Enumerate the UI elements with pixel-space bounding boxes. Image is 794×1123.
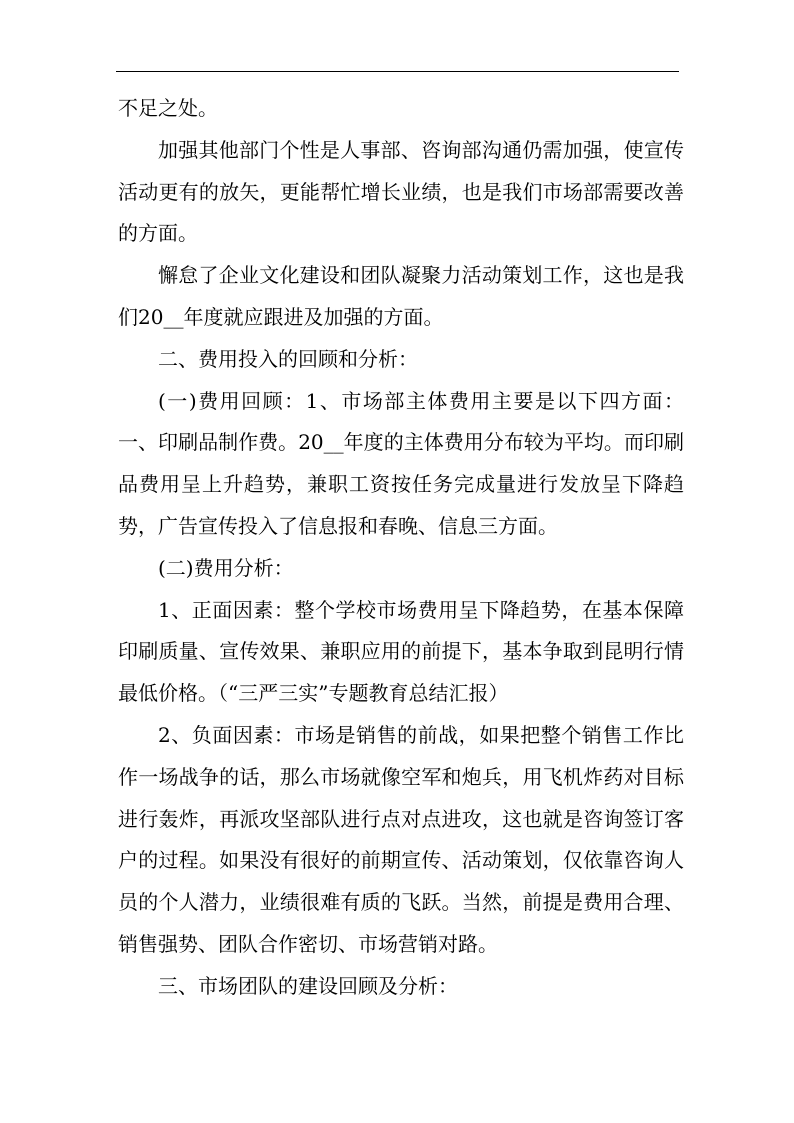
section-heading-cost-review: 二、费用投入的回顾和分析： xyxy=(158,346,418,371)
paragraph-department-communication: 加强其他部门个性是人事部、咨询部沟通仍需加强，使宣传活动更有的放矢，更能帮忙增长业绩，也是我们市场部需要改善的方面。 xyxy=(118,137,684,246)
section-heading-team-building: 三、市场团队的建设回顾及分析： xyxy=(158,973,458,998)
subheading-cost-analysis: (二)费用分析： xyxy=(158,555,294,580)
paragraph-negative-factors: 2、负面因素：市场是销售的前战，如果把整个销售工作比作一场战争的话，那么市场就像空军和炮兵，用飞机炸药对目标进行轰炸，再派攻坚部队进行点对点进攻，这也就是咨询签订客户的过程。如果没有很好的前期宣传、活动策划，仅依靠咨询人员的个人潜力，业绩很难有质的飞跃。当然，前提是费用合理、销售强势、团队合作密切、市场营销对路。 xyxy=(118,722,684,956)
document-body xyxy=(118,88,684,1008)
paragraph-cost-review: (一)费用回顾：1、市场部主体费用主要是以下四方面：一、印刷品制作费。20__年度的主体费用分布较为平均。而印刷品费用呈上升趋势，兼职工资按任务完成量进行发放呈下降趋势，广告宣传投入了信息报和春晚、信息三方面。 xyxy=(118,388,684,538)
header-rule xyxy=(116,71,679,72)
paragraph-team-culture: 懈怠了企业文化建设和团队凝聚力活动策划工作，这也是我们20__年度就应跟进及加强的方面。 xyxy=(118,263,684,329)
paragraph-positive-factors: 1、正面因素：整个学校市场费用呈下降趋势，在基本保障印刷质量、宣传效果、兼职应用的前提下，基本争取到昆明行情最低价格。（“三严三实”专题教育总结汇报） xyxy=(118,597,684,706)
paragraph-continuation: 不足之处。 xyxy=(118,96,218,120)
